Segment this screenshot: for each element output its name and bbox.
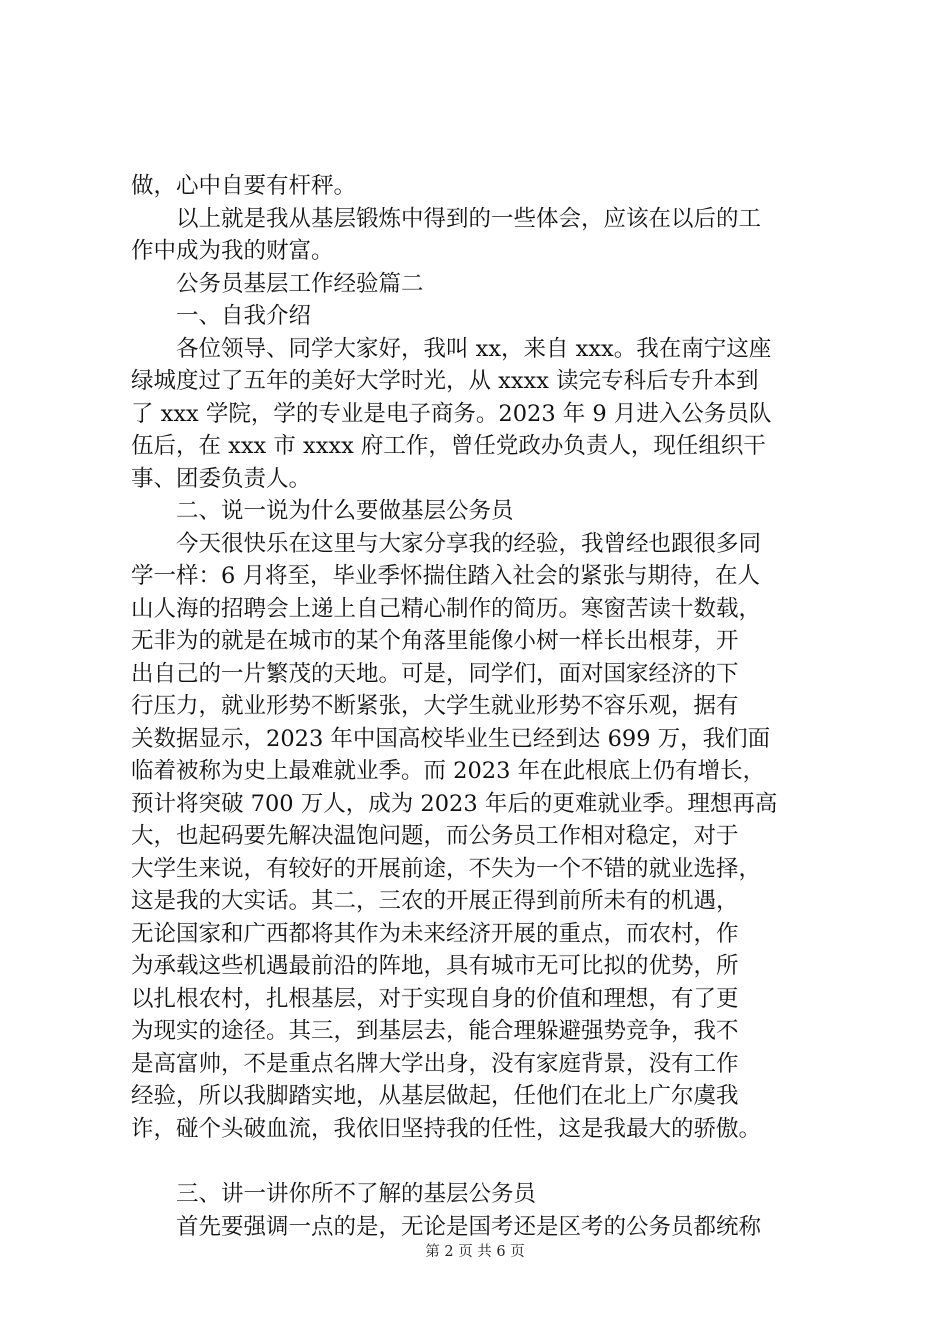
text-line: 为现实的途径。其三，到基层去，能合理躲避强势竞争，我不 bbox=[131, 1018, 739, 1044]
text-line: 临着被称为史上最难就业季。而 2023 年在此根底上仍有增长， bbox=[131, 758, 766, 784]
text-line: 为承载这些机遇最前沿的阵地，具有城市无可比拟的优势，所 bbox=[131, 953, 739, 979]
text-line: 诈，碰个头破血流，我依旧坚持我的任性，这是我最大的骄傲。 bbox=[131, 1115, 762, 1142]
document-body bbox=[131, 170, 831, 1243]
text-line: 是高富帅，不是重点名牌大学出身，没有家庭背景，没有工作 bbox=[131, 1050, 739, 1077]
text-line: 大，也起码要先解决温饱问题，而公务员工作相对稳定，对于 bbox=[131, 823, 739, 849]
text-line: 事、团委负责人。 bbox=[131, 465, 312, 492]
text-line: 作中成为我的财富。 bbox=[131, 238, 334, 264]
text-line: 以上就是我从基层锻炼中得到的一些体会，应该在以后的工 bbox=[176, 205, 762, 232]
text-line: 了 xxx 学院，学的专业是电子商务。2023 年 9 月进入公务员队 bbox=[131, 400, 772, 427]
text-line: 大学生来说，有较好的开展前途，不失为一个不错的就业选择， bbox=[131, 855, 762, 882]
page-footer: 第 2 页 共 6 页 bbox=[425, 1244, 525, 1260]
text-line: 无非为的就是在城市的某个角落里能像小树一样长出根芽，开 bbox=[131, 628, 739, 654]
text-line: 这是我的大实话。其二，三农的开展正得到前所未有的机遇， bbox=[131, 888, 739, 914]
text-line: 出自己的一片繁茂的天地。可是，同学们，面对国家经济的下 bbox=[131, 660, 739, 687]
text-line: 绿城度过了五年的美好大学时光，从 xxxx 读完专科后专升本到 bbox=[131, 368, 759, 394]
text-line: 一、自我介绍 bbox=[176, 303, 312, 329]
text-line: 三、讲一讲你所不了解的基层公务员 bbox=[176, 1181, 537, 1207]
text-line: 关数据显示，2023 年中国高校毕业生已经到达 699 万，我们面 bbox=[131, 725, 771, 752]
text-line: 经验，所以我脚踏实地，从基层做起，任他们在北上广尔虞我 bbox=[131, 1083, 739, 1109]
text-line: 公务员基层工作经验篇二 bbox=[176, 270, 424, 297]
text-line: 无论国家和广西都将其作为未来经济开展的重点，而农村，作 bbox=[131, 920, 739, 947]
text-line: 预计将突破 700 万人，成为 2023 年后的更难就业季。理想再高 bbox=[131, 790, 778, 817]
text-line: 首先要强调一点的是，无论是国考还是区考的公务员都统称 bbox=[176, 1213, 762, 1240]
text-line: 做，心中自要有杆秤。 bbox=[131, 173, 357, 199]
text-line: 各位领导、同学大家好，我叫 xx，来自 xxx。我在南宁这座 bbox=[176, 335, 772, 362]
text-line: 以扎根农村，扎根基层，对于实现自身的价值和理想，有了更 bbox=[131, 985, 739, 1012]
text-line: 二、说一说为什么要做基层公务员 bbox=[176, 498, 514, 524]
text-line: 行压力，就业形势不断紧张，大学生就业形势不容乐观，据有 bbox=[131, 693, 739, 719]
text-line: 山人海的招聘会上递上自己精心制作的简历。寒窗苦读十数载， bbox=[131, 595, 762, 622]
text-line: 学一样：6 月将至，毕业季怀揣住踏入社会的紧张与期待，在人 bbox=[131, 563, 760, 589]
text-line: 伍后，在 xxx 市 xxxx 府工作，曾任党政办负责人，现任组织干 bbox=[131, 433, 766, 459]
text-line: 今天很快乐在这里与大家分享我的经验，我曾经也跟很多同 bbox=[176, 530, 762, 557]
